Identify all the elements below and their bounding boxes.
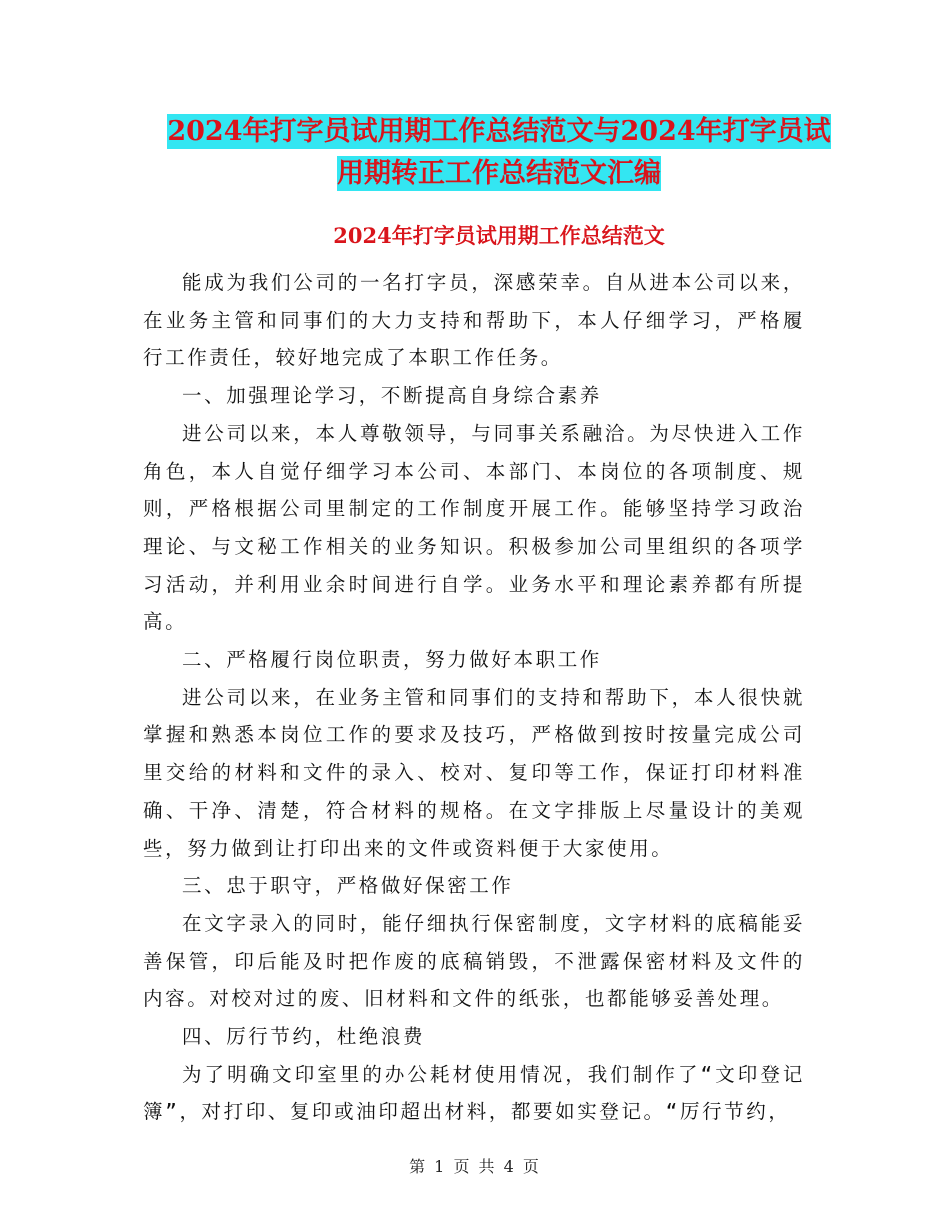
section-heading: 一、加强理论学习，不断提高自身综合素养 bbox=[182, 384, 602, 408]
paragraph: 进公司以来，本人尊敬领导，与同事关系融洽。为尽快进入工作角色，本人自觉仔细学习本公司、本部门、本岗位的各项制度、规则，严格根据公司里制定的工作制度开展工作。能够坚持学习政治理论、与文秘工作相关的业务知识。积极参加公司里组织的各项学习活动，并利用业余时间进行自学。业务水平和理论素养都有所提高。 bbox=[143, 421, 805, 634]
page-footer: 第 1 页 共 4 页 bbox=[409, 1157, 541, 1176]
paragraph: 能成为我们公司的一名打字员，深感荣幸。自从进本公司以来，在业务主管和同事们的大力支持和帮助下，本人仔细学习，严格履行工作责任，较好地完成了本职工作任务。 bbox=[143, 271, 805, 370]
document-title-line-2 bbox=[140, 154, 858, 194]
section-title: 2024年打字员试用期工作总结范文 bbox=[333, 223, 665, 248]
section-heading: 三、忠于职守，严格做好保密工作 bbox=[182, 874, 514, 898]
document-body bbox=[143, 264, 805, 1131]
document-title-line-1 bbox=[140, 112, 858, 152]
paragraph: 进公司以来，在业务主管和同事们的支持和帮助下，本人很快就掌握和熟悉本岗位工作的要求及技巧，严格做到按时按量完成公司里交给的材料和文件的录入、校对、复印等工作，保证打印材料准确、干净、清楚，符合材料的规格。在文字排版上尽量设计的美观些，努力做到让打印出来的文件或资料便于大家使用。 bbox=[143, 685, 805, 860]
title-highlight: 用期转正工作总结范文汇编 bbox=[337, 158, 661, 189]
paragraph: 为了明确文印室里的办公耗材使用情况，我们制作了“文印登记簿”，对打印、复印或油印超出材料，都要如实登记。“厉行节约， bbox=[143, 1062, 805, 1124]
section-heading: 四、厉行节约，杜绝浪费 bbox=[182, 1025, 426, 1049]
paragraph: 在文字录入的同时，能仔细执行保密制度，文字材料的底稿能妥善保管，印后能及时把作废的底稿销毁，不泄露保密材料及文件的内容。对校对过的废、旧材料和文件的纸张，也都能够妥善处理。 bbox=[143, 911, 805, 1011]
title-highlight: 2024年打字员试用期工作总结范文与2024年打字员试 bbox=[167, 116, 831, 147]
section-heading: 二、严格履行岗位职责，努力做好本职工作 bbox=[182, 648, 602, 672]
